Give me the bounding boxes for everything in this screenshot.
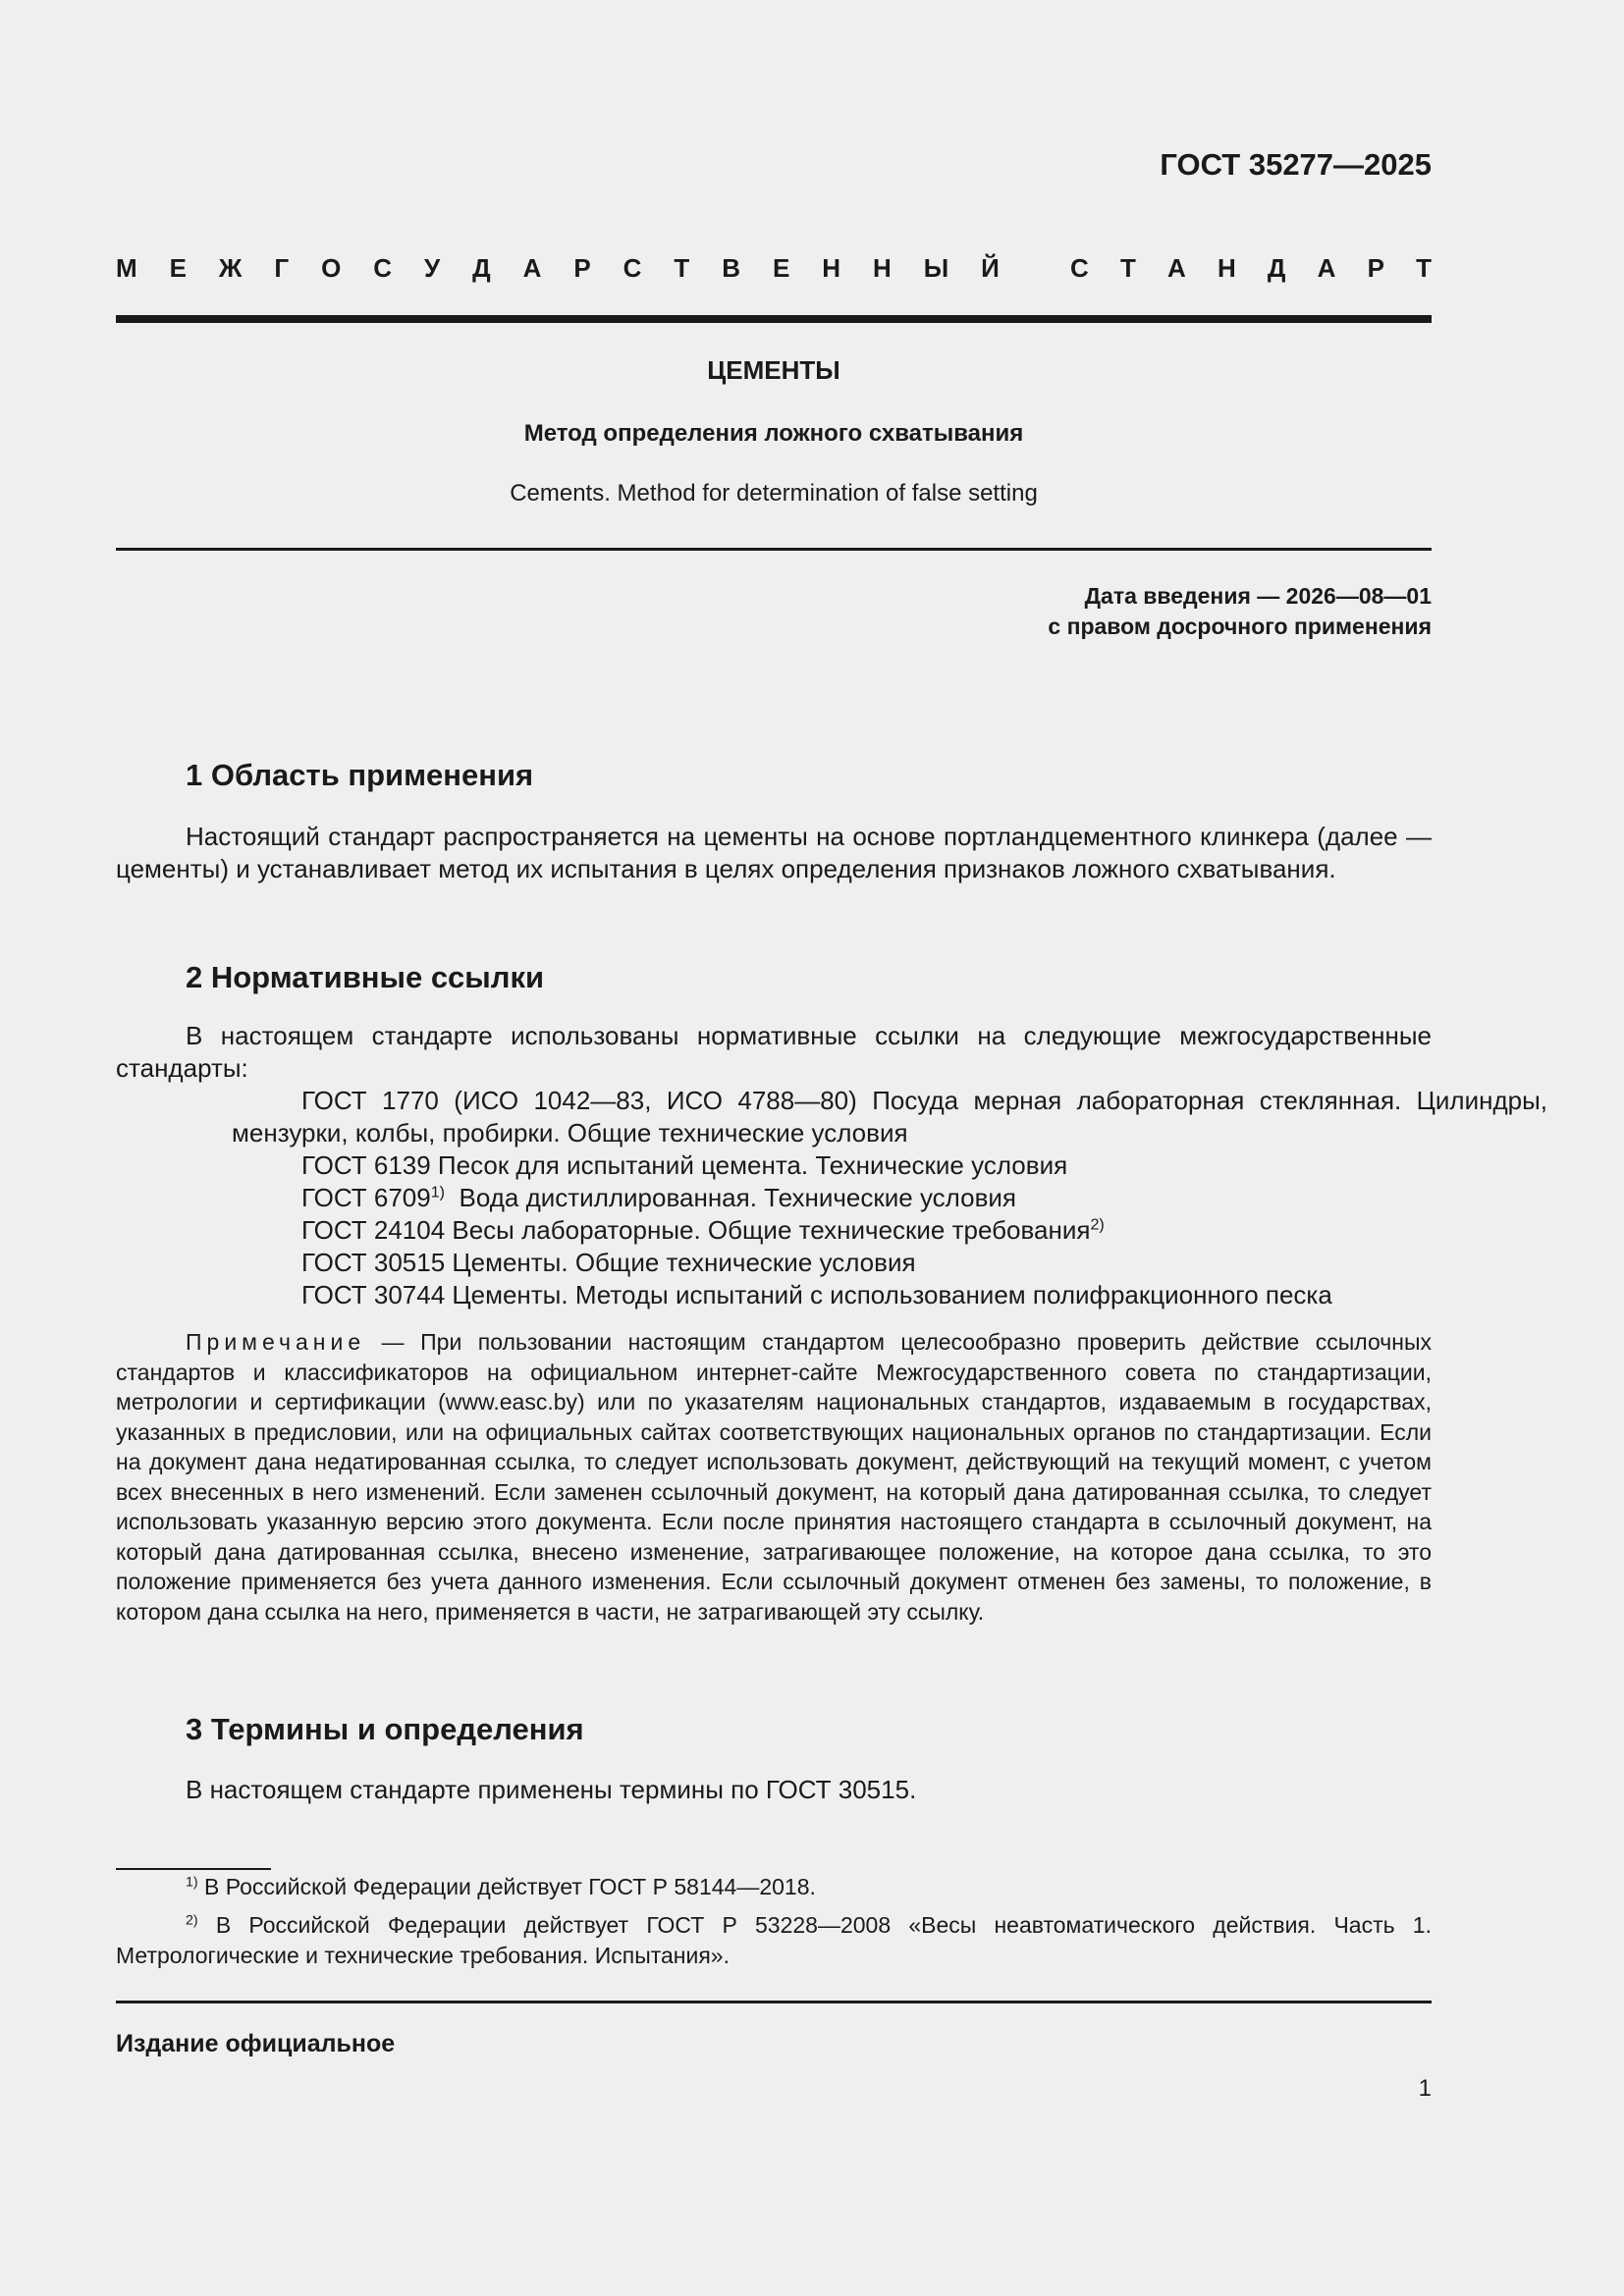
section-2-intro: В настоящем стандарте использованы нормативные ссылки на следующие межгосударственные стандарты: — [116, 1021, 1432, 1083]
banner-letter: Р — [1367, 253, 1384, 283]
banner-letter: С — [623, 253, 642, 283]
reference-item — [232, 1214, 1547, 1247]
reference-item — [232, 1182, 1547, 1214]
footnote-mark: 1) — [430, 1183, 446, 1201]
banner-letter: Е — [169, 253, 187, 283]
footnote-1 — [116, 1872, 1432, 1902]
section-3-heading: 3 Термины и определения — [186, 1712, 584, 1746]
banner-letter: Д — [472, 253, 491, 283]
reference-title: Вода дистиллированная. Технические условия — [445, 1183, 1016, 1212]
note-text: — При пользовании настоящим стандартом целесообразно проверить действие ссылочных стандартов и классификаторов на официальном интернет-сайте Межгосударственного совета по стандартизации, метрологии и сертификации (www.easc.by) или по указателям национальных стандартов, издаваемым в государствах, указанных в предисловии, или на официальных сайтах соответствующих национальных органов по стандартизации. Если на документ дана недатированная ссылка, то следует использовать документ, действующий на текущий момент, с учетом всех внесенных в него изменений. Если заменен ссылочный документ, на который дана датированная ссылка, то следует использовать указанную версию этого документа. Если после принятия настоящего стандарта в ссылочный документ, на который дана датированная ссылка, внесено изменение, затрагивающее положение, на которое дана ссылка, то это положение применяется без учета данного изменения. Если ссылочный документ отменен без замены, то положение, в котором дана ссылка на него, применяется в части, не затрагивающей эту ссылку. — [116, 1329, 1432, 1625]
section-1-text: Настоящий стандарт распространяется на цементы на основе портландцементного клинкера (далее — цементы) и устанавливает метод их испытания в целях определения признаков ложного схватывания. — [116, 822, 1432, 883]
references-list — [116, 1085, 1547, 1311]
document-number: ГОСТ 35277—2025 — [1160, 147, 1432, 182]
document-subtitle: Метод определения ложного схватывания — [523, 420, 1024, 447]
banner-letter: Й — [981, 253, 1000, 283]
section-2-heading: 2 Нормативные ссылки — [186, 960, 545, 994]
banner-letter: С — [1070, 253, 1089, 283]
header-thick-rule — [116, 315, 1432, 323]
banner-letter: М — [116, 253, 137, 283]
banner-letter: Т — [674, 253, 690, 283]
official-edition-label: Издание официальное — [116, 2030, 396, 2057]
note-label: Примечание — [186, 1329, 366, 1355]
banner-letter: Н — [1217, 253, 1236, 283]
banner-word-standard — [1070, 253, 1432, 284]
section-3-text: В настоящем стандарте применены термины по ГОСТ 30515. — [186, 1775, 917, 1804]
reference-item: ГОСТ 6139 Песок для испытаний цемента. Технические условия — [301, 1150, 1068, 1180]
banner-letter: Т — [1416, 253, 1432, 283]
standard-banner — [116, 253, 1432, 284]
reference-item: ГОСТ 30515 Цементы. Общие технические условия — [301, 1248, 916, 1277]
banner-letter: Н — [873, 253, 892, 283]
page-number: 1 — [1418, 2075, 1432, 2102]
banner-letter: Р — [573, 253, 591, 283]
banner-letter: А — [1317, 253, 1336, 283]
banner-letter: В — [722, 253, 741, 283]
reference-item: ГОСТ 1770 (ИСО 1042—83, ИСО 4788—80) Посуда мерная лабораторная стеклянная. Цилиндры, мензурки, колбы, пробирки. Общие технические условия — [232, 1086, 1547, 1148]
banner-letter: У — [424, 253, 441, 283]
note-paragraph — [116, 1327, 1432, 1627]
banner-letter: Н — [822, 253, 841, 283]
banner-word-interstate — [116, 253, 1000, 284]
effective-date-line: Дата введения — 2026—08—01 — [1084, 583, 1432, 609]
footnote-2 — [116, 1910, 1432, 1971]
footnote-mark: 2) — [186, 1912, 198, 1929]
banner-letter: Г — [274, 253, 290, 283]
title-divider — [116, 548, 1432, 551]
footnote-mark: 2) — [1090, 1215, 1105, 1234]
banner-letter: С — [373, 253, 393, 283]
banner-letter: Е — [772, 253, 790, 283]
banner-letter: О — [321, 253, 342, 283]
reference-item: ГОСТ 30744 Цементы. Методы испытаний с использованием полифракционного песка — [301, 1280, 1332, 1309]
footer-rule — [116, 2001, 1432, 2003]
document-title-english: Cements. Method for determination of false setting — [510, 480, 1038, 507]
footnote-text: В Российской Федерации действует ГОСТ Р 53228—2008 «Весы неавтоматического действия. Часть 1. Метрологические и технические требования. Испытания». — [116, 1912, 1432, 1968]
footnote-text: В Российской Федерации действует ГОСТ Р 58144—2018. — [197, 1874, 816, 1899]
banner-letter: Ы — [923, 253, 949, 283]
document-title: ЦЕМЕНТЫ — [707, 355, 840, 385]
reference-code: ГОСТ 6709 — [301, 1183, 431, 1212]
banner-letter: А — [1167, 253, 1186, 283]
footnote-mark: 1) — [186, 1874, 198, 1891]
early-application-line: с правом досрочного применения — [1048, 614, 1432, 639]
banner-letter: Д — [1267, 253, 1286, 283]
banner-letter: Т — [1119, 253, 1136, 283]
section-1-heading: 1 Область применения — [186, 758, 534, 792]
banner-letter: Ж — [218, 253, 243, 283]
reference-code: ГОСТ 24104 Весы лабораторные. Общие технические требования — [301, 1215, 1091, 1245]
footnote-separator — [116, 1868, 271, 1870]
effective-date — [1048, 581, 1432, 642]
banner-letter: А — [522, 253, 542, 283]
